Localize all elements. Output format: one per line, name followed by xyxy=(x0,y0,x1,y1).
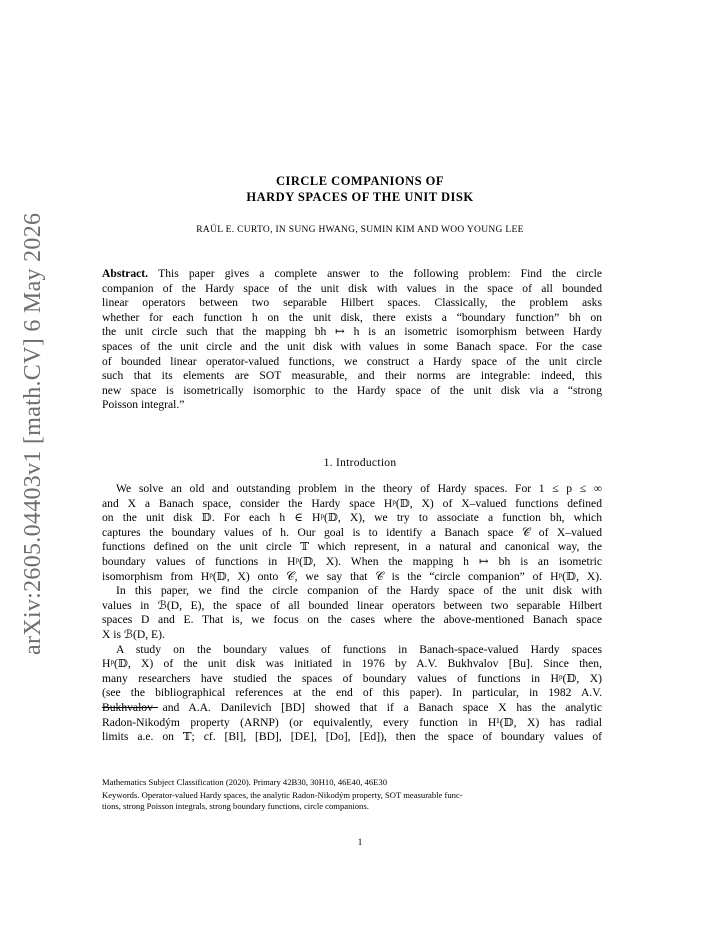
intro-line-17: Radon-Nikodým property (ARNP) (or equivalently, every function in H¹(𝔻, X) has radial xyxy=(102,715,602,729)
abstract-line-8: such that its elements are SOT measurable, and their norms are integrable: indeed, this xyxy=(102,369,602,383)
intro-line-5: functions defined on the unit circle 𝕋 which represent, in a natural and canonical way, the xyxy=(102,540,602,554)
intro-line-4: captures the boundary values of h. Our goal is to identify a Banach space 𝒞 of X–valued xyxy=(102,525,602,539)
intro-line-12: A study on the boundary values of functions in Banach-space-valued Hardy spaces xyxy=(116,642,602,656)
abstract-line-6: spaces of the unit circle and the unit disk with values in some Banach space. For the case xyxy=(102,340,602,353)
intro-line-8: In this paper, we find the circle companion of the Hardy space of the unit disk with xyxy=(116,584,602,598)
section-heading-introduction: 1. Introduction xyxy=(323,457,397,469)
abstract-line-9: new space is isometrically isomorphic to the Hardy space of the unit disk via a “strong xyxy=(102,383,602,397)
intro-line-14: many researchers have studied the spaces of boundary values of functions in Hᵖ(𝔻, X) xyxy=(102,671,602,685)
footnote-keywords-2: tions, strong Poisson integrals, strong boundary functions, circle companions. xyxy=(102,801,369,811)
paper-title-line-1: CIRCLE COMPANIONS OF xyxy=(275,174,445,188)
footnote-msc: Mathematics Subject Classification (2020). Primary 42B30, 30H10, 46E40, 46E30 xyxy=(102,777,387,787)
abstract-line-3: linear operators between two separable Hilbert spaces. Classically, the problem asks xyxy=(102,296,602,310)
intro-line-7: isomorphism from Hᵖ(𝔻, X) onto 𝒞, we say that 𝒞 is the “circle companion” of Hᵖ(𝔻, X). xyxy=(102,569,602,583)
abstract-label: Abstract. xyxy=(102,267,149,280)
intro-line-1: We solve an old and outstanding problem in the theory of Hardy spaces. For 1 ≤ p ≤ ∞ xyxy=(116,482,602,495)
abstract-line-1 xyxy=(102,266,602,281)
footnote-rule xyxy=(102,707,158,708)
abstract-text-1: This paper gives a complete answer to the following problem: Find the circle xyxy=(158,267,602,280)
paper-title-line-2: HARDY SPACES OF THE UNIT DISK xyxy=(246,190,474,204)
intro-line-9: values in ℬ(D, E), the space of all bounded linear operators between two separable Hilbert xyxy=(102,598,602,612)
footnote-keywords-1: Keywords. Operator-valued Hardy spaces, the analytic Radon-Nikodým property, SOT measurable func- xyxy=(102,790,463,800)
intro-line-18: limits a.e. on 𝕋; cf. [Bl], [BD], [DE], [Do], [Ed]), then the space of boundary values of xyxy=(102,730,602,744)
intro-line-3: on the unit disk 𝔻. For each h ∈ Hᵖ(𝔻, X), we try to associate a function bh, which xyxy=(102,511,602,525)
abstract-line-7: of bounded linear operator-valued functions, we construct a Hardy space of the unit circle xyxy=(102,354,602,368)
abstract-line-5: the unit circle such that the mapping bh ↦ h is an isometric isomorphism between Hardy xyxy=(102,325,602,339)
page-number: 1 xyxy=(357,838,363,848)
intro-line-11: X is ℬ(D, E). xyxy=(102,628,165,641)
abstract-line-2: companion of the Hardy space of the unit disk with values in the space of all bounded xyxy=(102,281,602,295)
author-list: RAÚL E. CURTO, IN SUNG HWANG, SUMIN KIM AND WOO YOUNG LEE xyxy=(196,225,524,235)
intro-line-16: Bukhvalov and A.A. Danilevich [BD] showed that if a Banach space X has the analytic xyxy=(102,701,602,714)
intro-line-6: boundary values of functions in Hᵖ(𝔻, X). When the mapping h ↦ bh is an isometric xyxy=(102,555,602,568)
intro-line-15: (see the bibliographical references at the end of this paper). In particular, in 1982 A.V. xyxy=(102,686,602,700)
intro-line-13: Hᵖ(𝔻, X) of the unit disk was initiated in 1976 by A.V. Bukhvalov [Bu]. Since then, xyxy=(102,657,602,671)
intro-line-2: and X a Banach space, consider the Hardy space Hᵖ(𝔻, X) of X–valued functions defined xyxy=(102,496,602,510)
abstract-line-4: whether for each function h on the unit disk, there exists a “boundary function” bh on xyxy=(102,310,602,324)
abstract-line-10: Poisson integral.” xyxy=(102,398,185,412)
arxiv-identifier-stamp: arXiv:2605.04403v1 [math.CV] 6 May 2026 xyxy=(20,212,46,655)
intro-line-10: spaces D and E. That is, we focus on the cases where the above-mentioned Banach space xyxy=(102,613,602,627)
